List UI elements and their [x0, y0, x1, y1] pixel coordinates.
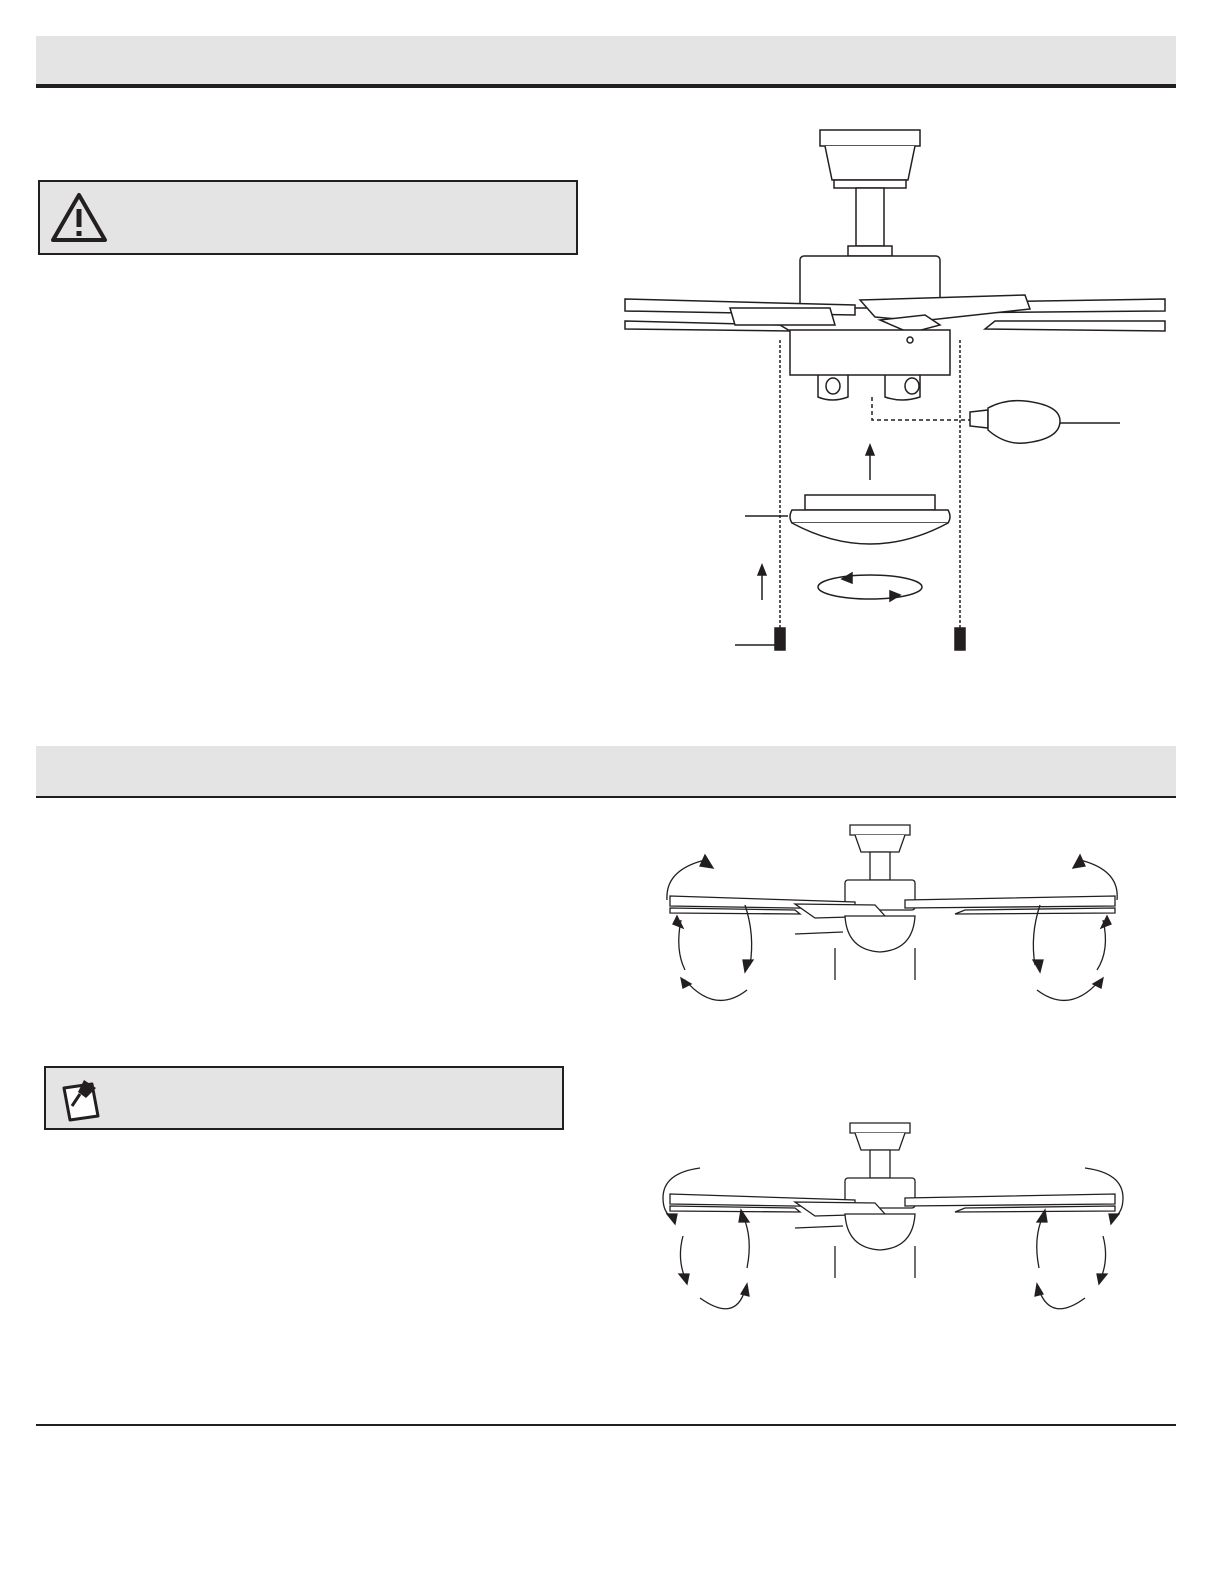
section-1-header-rule [36, 84, 1176, 88]
section-2-header [36, 746, 1176, 796]
note-callout [44, 1066, 564, 1130]
pushpin-note-icon [56, 1074, 106, 1124]
fan-airflow-diagram-downward [655, 820, 1135, 1020]
light-kit-install-diagram [620, 125, 1180, 685]
warning-callout [38, 180, 578, 255]
fan-airflow-diagram-upward [655, 1118, 1135, 1318]
footer-rule [36, 1424, 1176, 1426]
section-1-header [36, 36, 1176, 84]
warning-triangle-icon [50, 192, 108, 244]
section-2-header-rule [36, 796, 1176, 798]
